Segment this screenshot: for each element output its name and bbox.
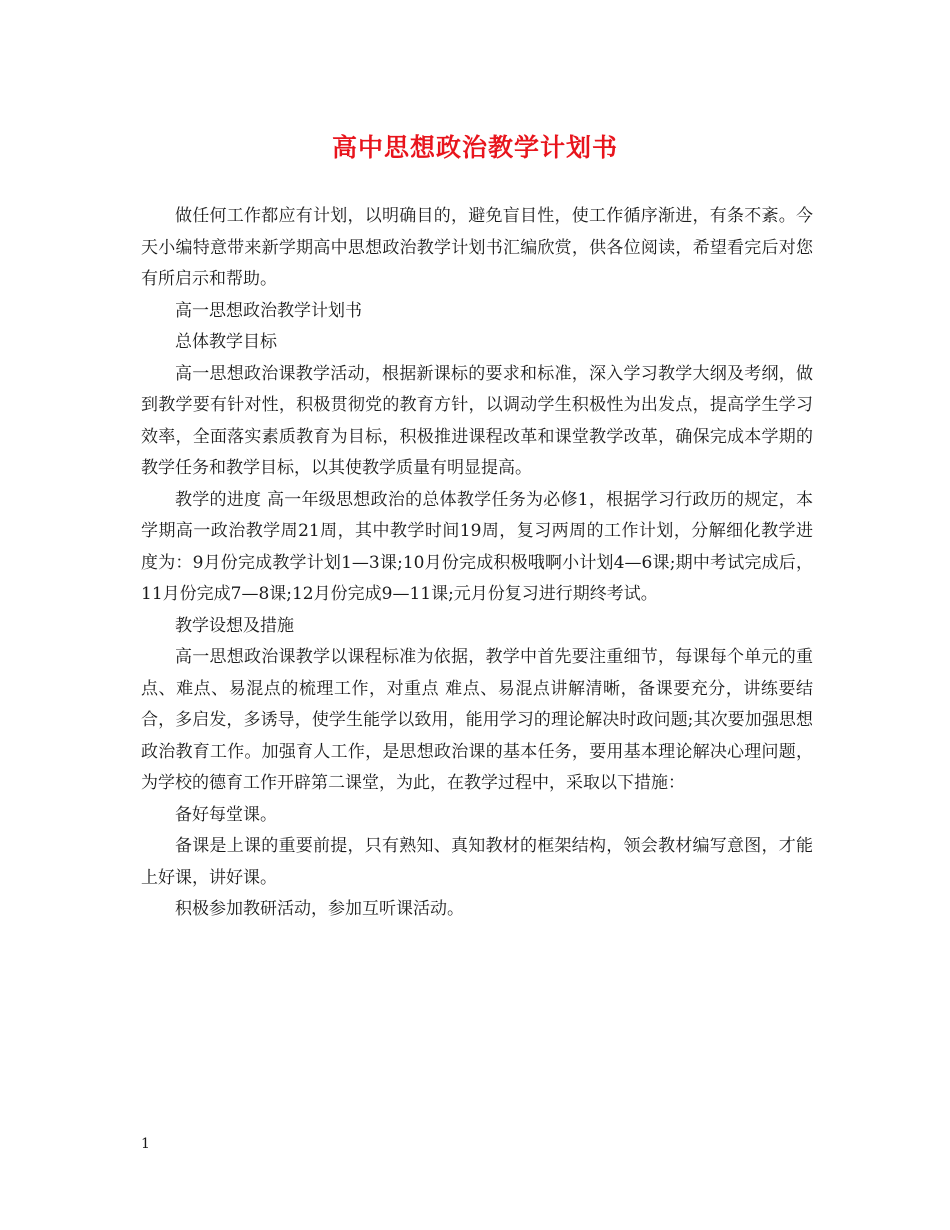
page-title: 高中思想政治教学计划书 <box>331 133 618 162</box>
body-paragraph: 高一思想政治课教学以课程标准为依据，教学中首先要注重细节，每课每个单元的重点、难点、易混点的梳理工作，对重点 难点、易混点讲解清晰，备课要充分，讲练要结合，多启发，多诱导，使学生能学以致用，能用学习的理论解决时政问题;其次要加强思想政治教育工作。加强育人工作，是思想政治课的基本任务，要用基本理论解决心理问题，为学校的德育工作开辟第二课堂，为此，在教学过程中，采取以下措施： <box>141 647 813 793</box>
section-heading: 高一思想政治教学计划书 <box>175 300 362 321</box>
subsection-heading: 教学设想及措施 <box>175 615 294 636</box>
body-paragraph: 备课是上课的重要前提，只有熟知、真知教材的框架结构，领会教材编写意图，才能上好课，讲好课。 <box>141 836 813 888</box>
body-paragraph: 高一思想政治课教学活动，根据新课标的要求和标准，深入学习教学大纲及考纲，做到教学要有针对性，积极贯彻党的教育方针，以调动学生积极性为出发点，提高学生学习效率，全面落实素质教育为目标，积极推进课程改革和课堂教学改革，确保完成本学期的教学任务和教学目标，以其使教学质量有明显提高。 <box>141 363 813 478</box>
subsection-heading: 总体教学目标 <box>175 332 277 352</box>
intro-paragraph: 做任何工作都应有计划，以明确目的，避免盲目性，使工作循序渐进，有条不紊。今天小编特意带来新学期高中思想政治教学计划书汇编欣赏，供各位阅读，希望看完后对您有所启示和帮助。 <box>141 206 813 289</box>
document-body <box>141 201 813 926</box>
list-item-heading: 备好每堂课。 <box>175 804 277 825</box>
body-paragraph: 教学的进度 高一年级思想政治的总体教学任务为必修1，根据学习行政历的规定，本学期高一政治教学周21周，其中教学时间19周，复习两周的工作计划，分解细化教学进度为：9月份完成教学计划1—3课;10月份完成积极哦啊小计划4—6课;期中考试完成后，11月份完成7—8课;12月份完成9—11课;元月份复习进行期终考试。 <box>141 489 813 604</box>
page-number: 1 <box>141 1136 150 1152</box>
list-item-heading: 积极参加教研活动，参加互听课活动。 <box>175 899 464 919</box>
